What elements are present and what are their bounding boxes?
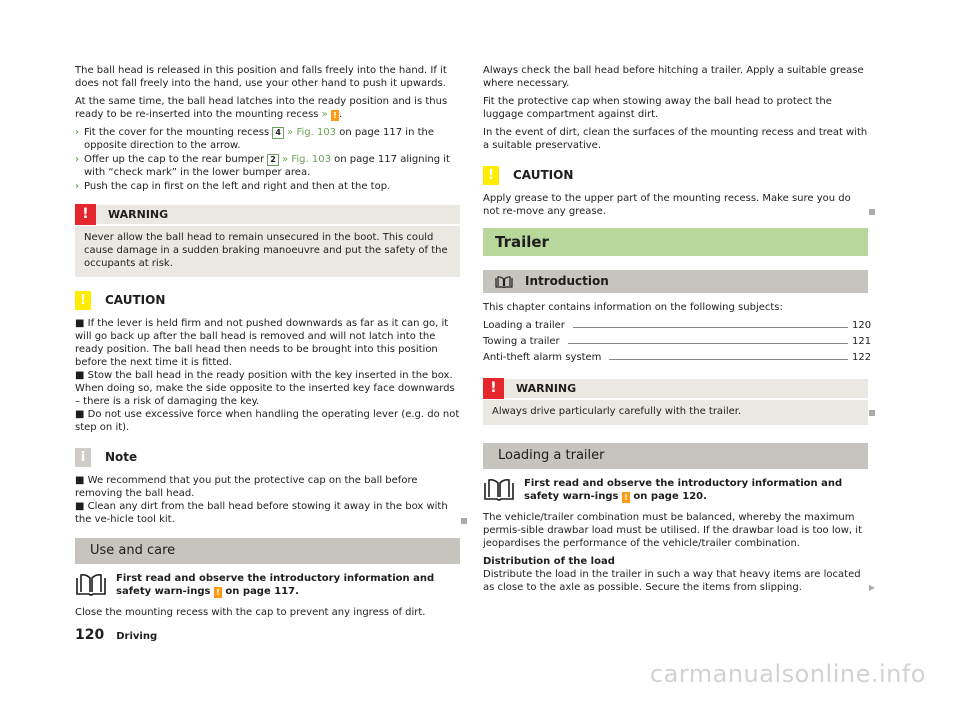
text: Apply grease to the upper part of the mounting recess. Make sure you do not re-move any grease. [483, 193, 851, 217]
toc-page: 122 [852, 352, 872, 363]
chevron-icon: › [75, 127, 80, 138]
section-heading-use-and-care: Use and care [75, 538, 460, 564]
list-item [75, 474, 460, 500]
caution-list [75, 317, 460, 434]
note-list [75, 474, 460, 526]
text: on page 117 in the opposite direction to the arrow. [84, 127, 435, 151]
bullet-icon: ■ [75, 475, 85, 486]
instruction-step [75, 180, 460, 193]
first-read-notice [483, 477, 868, 503]
right-column [483, 64, 875, 599]
text: First read and observe the introductory information and safety warn-ings [116, 573, 435, 597]
toc-leader [573, 327, 848, 328]
text: . [338, 109, 343, 120]
watermark: carmanualsonline.info [649, 660, 926, 688]
list-item [75, 500, 460, 526]
bullet-icon: ■ [75, 370, 85, 381]
page-footer [75, 629, 157, 643]
toc-page: 120 [852, 320, 872, 331]
warning-text: Always drive particularly carefully with the trailer. [492, 406, 742, 417]
toc-label: Anti-theft alarm system [483, 352, 602, 363]
text: Do not use excessive force when handling the operating lever (e.g. do not step on it). [75, 409, 460, 433]
text: on page 117. [221, 586, 299, 597]
chevron-icon: › [75, 154, 80, 165]
caution-icon: ! [483, 166, 499, 185]
chevron-icon: › [75, 181, 80, 192]
paragraph: Close the mounting recess with the cap to prevent any ingress of dirt. [75, 607, 426, 618]
bullet-icon: ■ [75, 318, 85, 329]
figure-link[interactable]: » Fig. 103 [282, 154, 331, 165]
book-icon [495, 276, 513, 288]
figure-link[interactable]: » Fig. 103 [287, 127, 337, 138]
text: on page 117 aligning it with “check mark” in the lower bumper area. [84, 154, 450, 178]
warning-icon: ! [483, 378, 504, 399]
warning-title: WARNING [516, 382, 577, 395]
warning-icon: ! [622, 492, 630, 503]
warning-box [75, 205, 460, 277]
note-title: Note [105, 449, 138, 464]
bullet-icon: ■ [75, 409, 85, 420]
toc-entry-loading-a-trailer[interactable] [483, 319, 872, 335]
cross-reference-link[interactable]: » [321, 109, 328, 120]
table-of-contents [483, 319, 872, 367]
toc-leader [609, 359, 848, 360]
continued-arrow-icon: ▶ [868, 583, 875, 592]
text: Distribute the load in the trailer in such a way that heavy items are located as close to the axle as possible. Secure the items from slipping. [483, 569, 861, 593]
subheading: Distribution of the load [483, 556, 615, 567]
paragraph: The ball head is released in this position and falls freely into the hand. If it does not fall freely into the hand, use your other hand to push it upwards. [75, 65, 447, 89]
caution-header [75, 289, 460, 311]
warning-box [483, 379, 868, 425]
text: Push the cap in first on the left and right and then at the top. [84, 181, 391, 192]
book-icon [75, 572, 107, 598]
warning-text: Never allow the ball head to remain unsecured in the boot. This could cause damage in a sudden braking manoeuvre and put the safety of the occupants at risk. [84, 232, 448, 269]
chapter-heading-trailer: Trailer [483, 228, 868, 256]
paragraph [75, 95, 460, 121]
text: on page 120. [629, 491, 707, 502]
text: Offer up the cap to the rear bumper [84, 154, 268, 165]
page-number: 120 [75, 627, 105, 643]
warning-title: WARNING [108, 208, 169, 221]
book-icon [483, 477, 515, 503]
figure-callout: 4 [272, 127, 284, 139]
text: Stow the ball head in the ready position with the key inserted in the box. When doing so, make the side opposite to the inserted key face downwards – there is a risk of damaging the key. [75, 370, 455, 407]
toc-entry-anti-theft-alarm-system[interactable] [483, 351, 872, 367]
toc-label: Loading a trailer [483, 320, 565, 331]
caution-header [483, 164, 868, 186]
figure-callout: 2 [267, 154, 279, 166]
warning-icon: ! [214, 587, 222, 598]
first-read-notice [75, 572, 460, 598]
section-end-marker [869, 209, 875, 215]
info-icon: i [75, 448, 91, 467]
toc-label: Towing a trailer [483, 336, 560, 347]
caution-title: CAUTION [105, 292, 166, 307]
section-end-marker [869, 410, 875, 416]
list-item [75, 369, 460, 408]
text: First read and observe the introductory information and safety warn-ings [524, 478, 843, 502]
bullet-icon: ■ [75, 501, 85, 512]
paragraph: The vehicle/trailer combination must be balanced, whereby the maximum permis-sible drawbar load must be utilised. If the drawbar load is too low, it jeopardises the performance of the vehicle/trailer combination. [483, 512, 862, 549]
caution-title: CAUTION [513, 167, 574, 182]
paragraph [483, 568, 875, 594]
warning-header [483, 379, 868, 400]
paragraph: Fit the protective cap when stowing away the ball head to protect the luggage compartment against dirt. [483, 96, 832, 120]
instruction-step [75, 153, 460, 179]
section-heading-loading-a-trailer: Loading a trailer [483, 443, 868, 469]
instruction-step [75, 126, 460, 152]
paragraph: Always check the ball head before hitching a trailer. Apply a suitable grease where necessary. [483, 65, 864, 89]
toc-page: 121 [852, 336, 872, 347]
text: Fit the cover for the mounting recess [84, 127, 273, 138]
caution-icon: ! [75, 291, 91, 310]
introduction-title: Introduction [525, 274, 609, 288]
warning-icon: ! [331, 110, 339, 121]
warning-icon: ! [75, 204, 96, 225]
list-item [75, 317, 460, 369]
list-item [75, 408, 460, 434]
left-column [75, 64, 460, 624]
text: We recommend that you put the protective cap on the ball before removing the ball head. [75, 475, 418, 499]
warning-header [75, 205, 460, 226]
section-name: Driving [116, 631, 158, 642]
section-end-marker [461, 518, 467, 524]
paragraph: In the event of dirt, clean the surfaces of the mounting recess and treat with a suitable preservative. [483, 127, 868, 151]
paragraph: This chapter contains information on the following subjects: [483, 302, 783, 313]
text: Clean any dirt from the ball head before stowing it away in the box with the ve-hicle tool kit. [75, 501, 448, 525]
toc-leader [568, 343, 848, 344]
toc-entry-towing-a-trailer[interactable] [483, 335, 872, 351]
note-header [75, 446, 460, 468]
introduction-heading [483, 270, 868, 293]
text: At the same time, the ball head latches into the ready position and is thus ready to be re-inserted into the mounting recess [75, 96, 448, 120]
text: If the lever is held firm and not pushed downwards as far as it can go, it will go back up after the ball head is removed and will not latch into the ready position. The ball head then needs to be brought into this position before the next time it is fitted. [75, 318, 449, 368]
caution-text [483, 192, 868, 218]
